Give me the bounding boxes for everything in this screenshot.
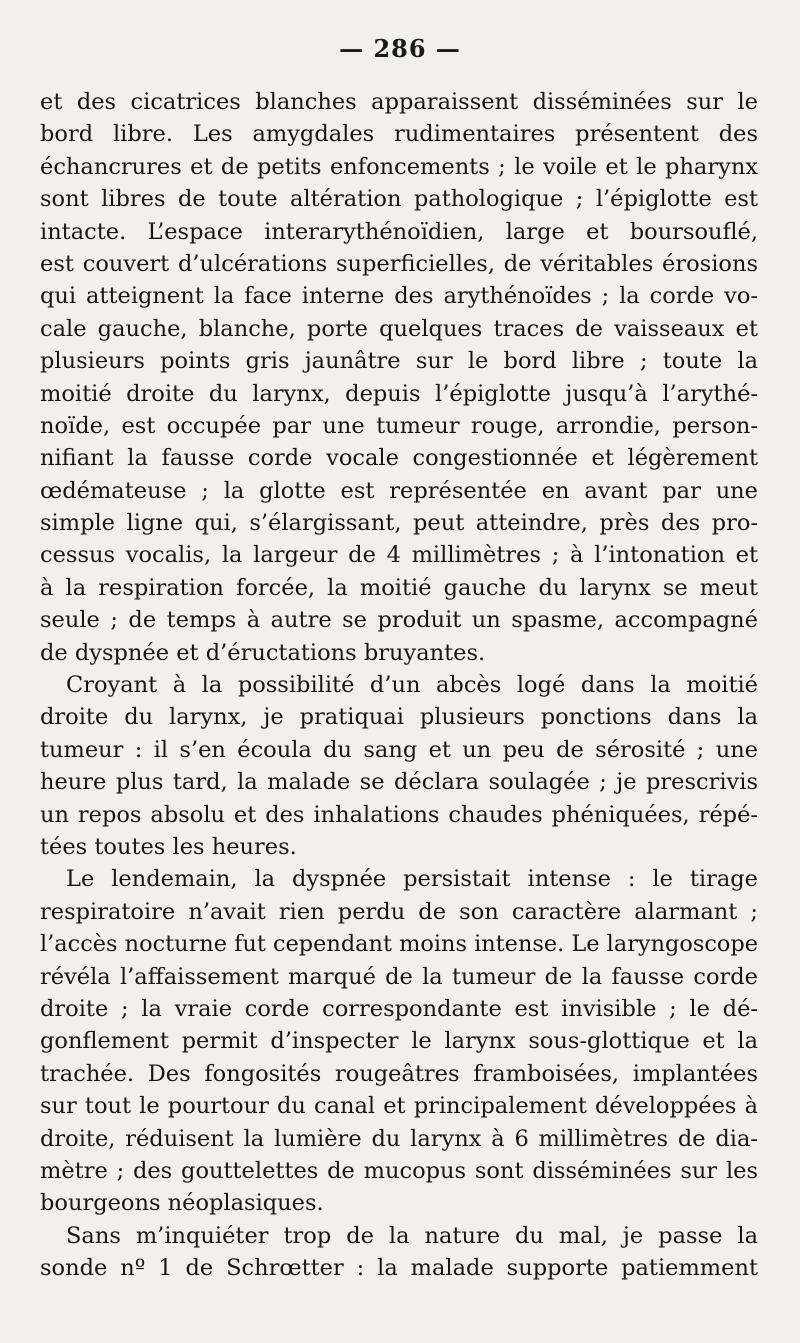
text-line: droite ; la vraie corde correspondante est invisible ; le dé- [40, 995, 758, 1022]
text-line: qui atteignent la face interne des arythénoïdes ; la corde vo- [40, 283, 758, 310]
text-line: cale gauche, blanche, porte quelques traces de vaisseaux et [40, 315, 758, 342]
text-line: bord libre. Les amygdales rudimentaires présentent des [40, 121, 758, 148]
text-line: révéla l’affaissement marqué de la tumeur de la fausse corde [40, 963, 758, 990]
text-line: sur tout le pourtour du canal et principalement développées à [40, 1093, 758, 1120]
text-line: cessus vocalis, la largeur de 4 millimètres ; à l’intonation et [40, 542, 758, 569]
text-line: droite, réduisent la lumière du larynx à 6 millimètres de dia- [40, 1125, 758, 1152]
text-line: de dyspnée et d’éructations bruyantes. [40, 639, 486, 666]
text-line: Croyant à la possibilité d’un abcès logé dans la moitié [66, 672, 758, 699]
text-line: à la respiration forcée, la moitié gauche du larynx se meut [40, 574, 758, 601]
text-line: noïde, est occupée par une tumeur rouge, arrondie, person- [40, 412, 758, 439]
paragraph [40, 1220, 758, 1285]
paragraph [40, 669, 758, 863]
text-line: Sans m’inquiéter trop de la nature du mal, je passe la [66, 1222, 758, 1249]
text-line: heure plus tard, la malade se déclara soulagée ; je prescrivis [40, 769, 758, 796]
text-line: intacte. L’espace interarythénoïdien, large et boursouflé, [40, 218, 758, 245]
text-line: trachée. Des fongosités rougeâtres framboisées, implantées [40, 1060, 758, 1087]
text-line: respiratoire n’avait rien perdu de son caractère alarmant ; [40, 898, 758, 925]
text-line: Le lendemain, la dyspnée persistait intense : le tirage [66, 866, 758, 893]
body-text [40, 86, 758, 1284]
text-line: échancrures et de petits enfoncements ; le voile et le pharynx [40, 153, 758, 180]
text-line: œdémateuse ; la glotte est représentée en avant par une [40, 477, 758, 504]
text-line: un repos absolu et des inhalations chaudes phéniquées, répé- [40, 801, 758, 828]
text-line: sont libres de toute altération pathologique ; l’épiglotte est [40, 186, 758, 213]
page-number: — 286 — [339, 34, 461, 63]
text-line: et des cicatrices blanches apparaissent disséminées sur le [40, 89, 758, 115]
text-line: tées toutes les heures. [40, 833, 297, 860]
text-line: sonde nº 1 de Schrœtter : la malade supporte patiemment [40, 1255, 758, 1282]
text-line: droite du larynx, je pratiquai plusieurs ponctions dans la [40, 704, 758, 731]
text-line: simple ligne qui, s’élargissant, peut atteindre, près des pro- [40, 510, 758, 537]
text-line: gonflement permit d’inspecter le larynx sous-glottique et la [40, 1028, 758, 1055]
text-line: est couvert d’ulcérations superficielles, de véritables érosions [40, 250, 758, 277]
text-line: mètre ; des gouttelettes de mucopus sont disséminées sur les [40, 1157, 758, 1184]
text-line: l’accès nocturne fut cependant moins intense. Le laryngoscope [40, 931, 759, 958]
paragraph [40, 86, 758, 669]
text-line: moitié droite du larynx, depuis l’épiglotte jusqu’à l’arythé- [40, 380, 758, 407]
text-line: plusieurs points gris jaunâtre sur le bord libre ; toute la [40, 348, 758, 375]
text-line: seule ; de temps à autre se produit un spasme, accompagné [40, 607, 758, 634]
text-line: nifiant la fausse corde vocale congestionnée et légèrement [40, 445, 758, 472]
text-line: bourgeons néoplasiques. [40, 1190, 324, 1217]
paragraph [40, 863, 758, 1219]
text-line: tumeur : il s’en écoula du sang et un peu de sérosité ; une [40, 736, 758, 763]
